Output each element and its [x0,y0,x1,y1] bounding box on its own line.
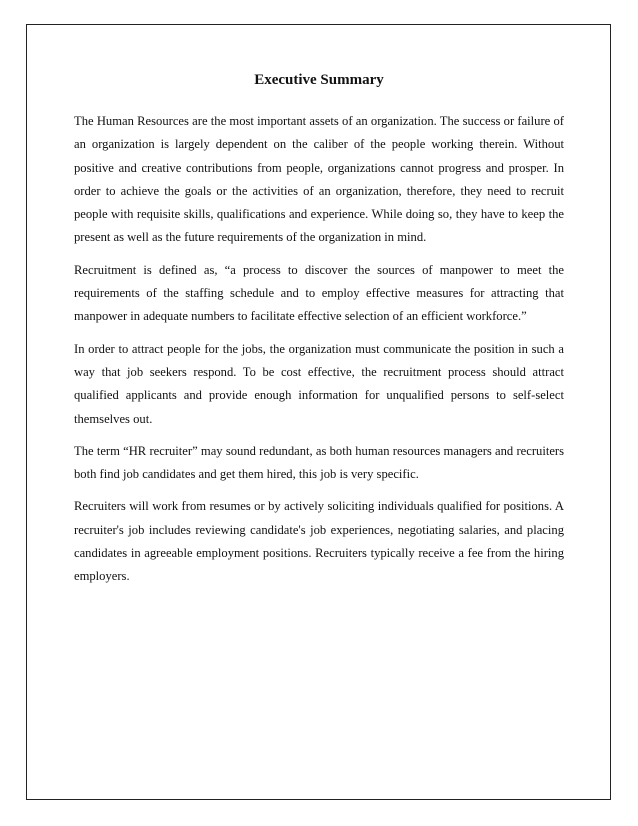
paragraph-recruiters-work: Recruiters will work from resumes or by actively soliciting individuals qualified for positions. A recruiter's job includes reviewing candidate's job experiences, negotiating salaries, and placing candidates in agreeable employment positions. Recruiters typically receive a fee from the hiring employers. [74,499,564,584]
document-body [74,70,564,598]
document-title: Executive Summary [254,72,384,88]
paragraph-recruitment-definition: Recruitment is defined as, “a process to discover the sources of manpower to meet the requirements of the staffing schedule and to employ effective measures for attracting that manpower in adequate numbers to facilitate effective selection of an efficient workforce.” [74,262,564,324]
paragraph-human-resources: The Human Resources are the most important assets of an organization. The success or failure of an organization is largely dependent on the caliber of the people working therein. Without positive and creative contributions from people, organizations cannot progress and prosper. In order to achieve the goals or the activities of an organization, therefore, they need to recruit people with requisite skills, qualifications and experience. While doing so, they have to keep the present as well as the future requirements of the organization in mind. [74,114,564,245]
paragraph-attract-people: In order to attract people for the jobs, the organization must communicate the position in such a way that job seekers respond. To be cost effective, the recruitment process should attract qualified applicants and provide enough information for unqualified persons to self-select themselves out. [74,341,564,426]
paragraph-hr-recruiter-term: The term “HR recruiter” may sound redundant, as both human resources managers and recruiters both find job candidates and get them hired, this job is very specific. [74,443,564,482]
